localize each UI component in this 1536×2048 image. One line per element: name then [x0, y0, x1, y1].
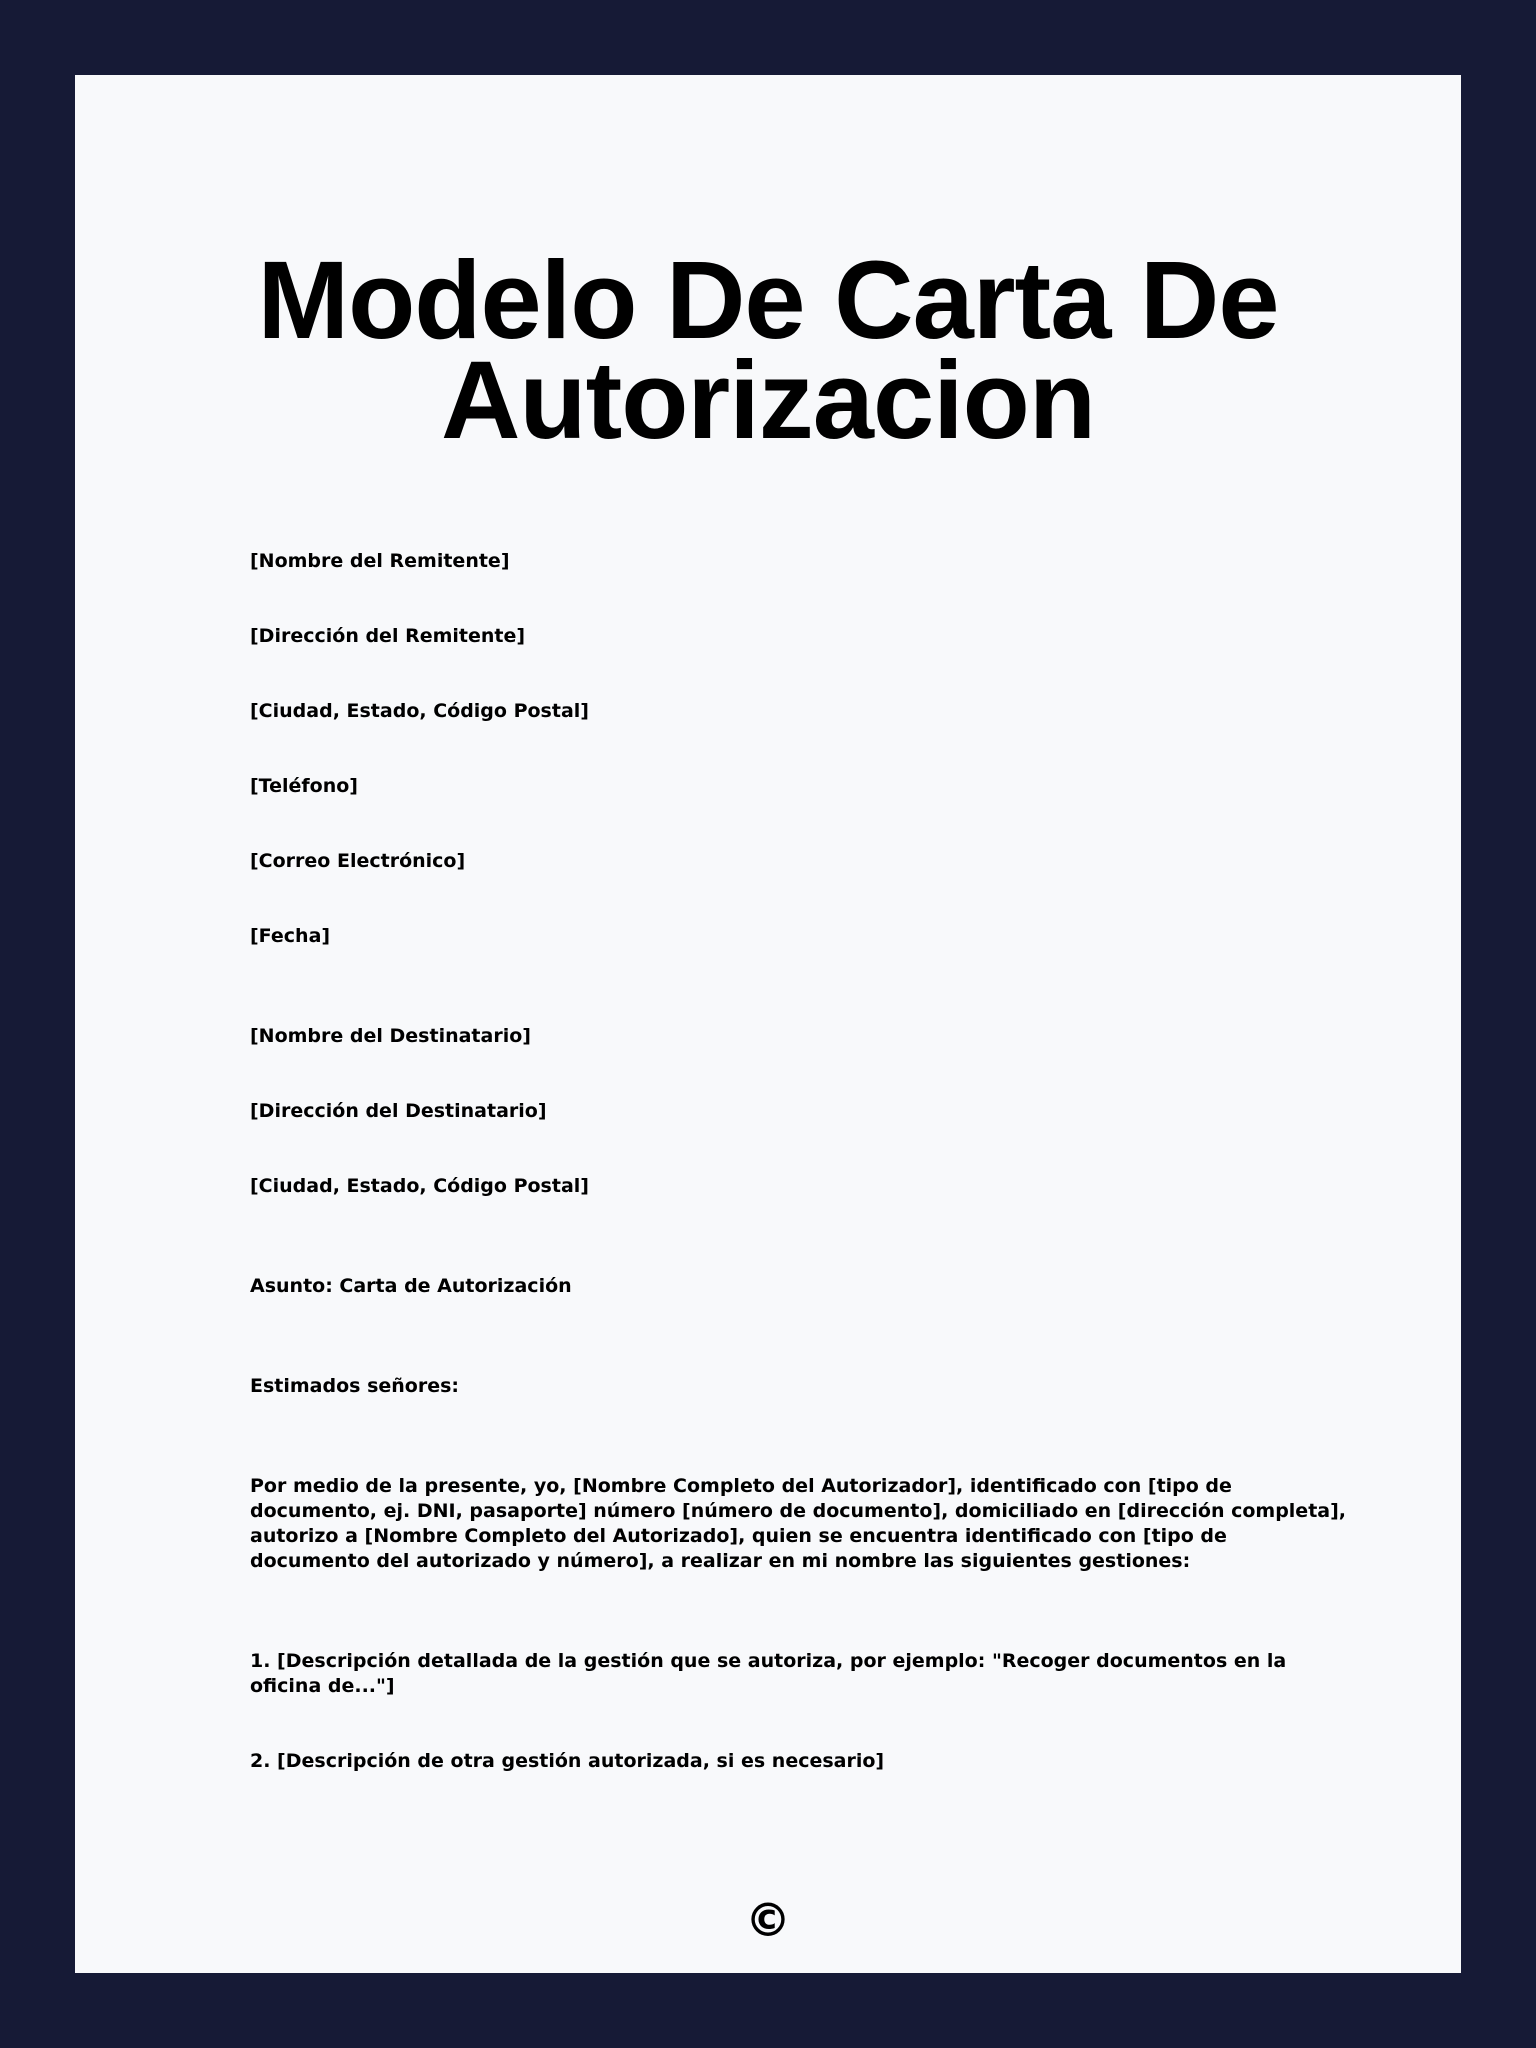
sender-address: [Dirección del Remitente] [250, 625, 526, 647]
letter-date: [Fecha] [250, 925, 331, 947]
recipient-name: [Nombre del Destinatario] [250, 1025, 531, 1047]
title-line-1: Modelo De Carta De [257, 239, 1279, 362]
letter-subject: Asunto: Carta de Autorización [250, 1275, 572, 1297]
page-title [75, 239, 1461, 462]
intro-paragraph: Por medio de la presente, yo, [Nombre Completo del Autorizador], identificado con [tipo de documento, ej. DNI, pasaporte] número [número de documento], domiciliado en [dirección completa], autorizo a [Nombre Completo del Autorizado], quien se encuentra identificado con [tipo de documento del autorizado y número], a realizar en mi nombre las siguientes gestiones: [250, 1475, 1346, 1572]
sender-city: [Ciudad, Estado, Código Postal] [250, 700, 589, 722]
title-line-2: Autorizacion [440, 339, 1096, 462]
list-item-2: 2. [Descripción de otra gestión autorizada, si es necesario] [250, 1750, 885, 1772]
sender-name: [Nombre del Remitente] [250, 550, 510, 572]
recipient-address: [Dirección del Destinatario] [250, 1100, 547, 1122]
recipient-city: [Ciudad, Estado, Código Postal] [250, 1175, 589, 1197]
sender-email: [Correo Electrónico] [250, 850, 466, 872]
document-page [75, 75, 1461, 1973]
letter-greeting: Estimados señores: [250, 1375, 460, 1397]
sender-phone: [Teléfono] [250, 775, 358, 797]
copyright-icon: © [745, 1893, 791, 1947]
list-item-1: 1. [Descripción detallada de la gestión que se autoriza, por ejemplo: "Recoger documentos en la oficina de..."] [250, 1650, 1287, 1697]
